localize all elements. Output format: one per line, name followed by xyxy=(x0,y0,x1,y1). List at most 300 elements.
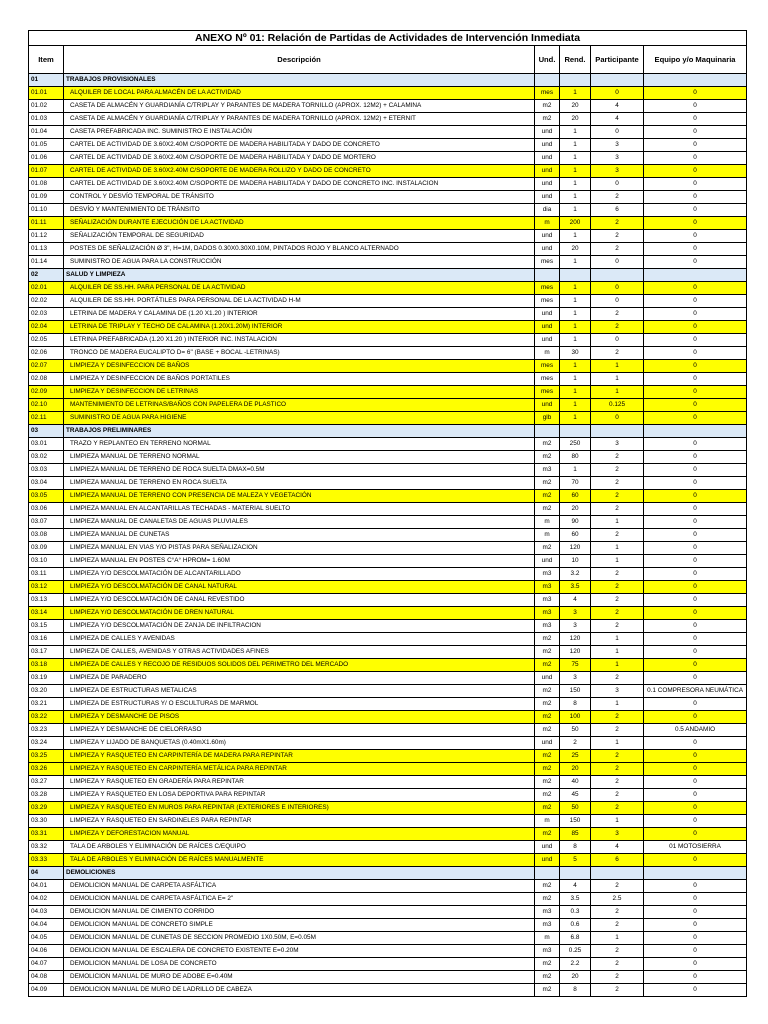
table-row xyxy=(29,841,747,854)
cell-rend: 1 xyxy=(560,334,591,347)
cell-descripcion: LIMPIEZA MANUAL DE CUNETAS xyxy=(64,529,535,542)
cell-item: 01.10 xyxy=(29,204,64,217)
cell-descripcion: LIMPIEZA DE PARADERO xyxy=(64,672,535,685)
cell-equipo: 0 xyxy=(644,854,747,867)
cell-descripcion: DEMOLICIONES xyxy=(64,867,535,880)
cell-participante: 2 xyxy=(591,711,644,724)
cell-und: m2 xyxy=(535,711,560,724)
cell-equipo: 0 xyxy=(644,386,747,399)
cell-participante: 2 xyxy=(591,308,644,321)
cell-participante: 1 xyxy=(591,646,644,659)
cell-und: und xyxy=(535,126,560,139)
cell-equipo: 0 xyxy=(644,737,747,750)
cell-descripcion: TALA DE ARBOLES Y ELIMINACIÓN DE RAÍCES MANUALMENTE xyxy=(64,854,535,867)
cell-rend: 1 xyxy=(560,321,591,334)
cell-descripcion: CARTEL DE ACTIVIDAD DE 3.60X2.40M C/SOPORTE DE MADERA ROLLIZO Y DADO DE CONCRETO xyxy=(64,165,535,178)
cell-rend: 4 xyxy=(560,880,591,893)
cell-participante: 2 xyxy=(591,971,644,984)
cell-equipo: 0 xyxy=(644,113,747,126)
cell-rend: 3.2 xyxy=(560,568,591,581)
cell-rend: 120 xyxy=(560,646,591,659)
cell-item: 04.06 xyxy=(29,945,64,958)
cell-item: 02.08 xyxy=(29,373,64,386)
cell-descripcion: TRABAJOS PRELIMINARES xyxy=(64,425,535,438)
cell-participante: 0 xyxy=(591,282,644,295)
cell-descripcion: LIMPIEZA MANUAL EN VIAS Y/O PISTAS PARA SEÑALIZACION xyxy=(64,542,535,555)
cell-und: m2 xyxy=(535,802,560,815)
cell-und: m3 xyxy=(535,919,560,932)
cell-und: und xyxy=(535,230,560,243)
cell-descripcion: LIMPIEZA DE CALLES Y AVENIDAS xyxy=(64,633,535,646)
cell-rend: 1 xyxy=(560,282,591,295)
cell-item: 01.01 xyxy=(29,87,64,100)
table-row xyxy=(29,373,747,386)
table-row xyxy=(29,633,747,646)
cell-descripcion: LIMPIEZA Y RASQUETEO EN LOSA DEPORTIVA PARA REPINTAR xyxy=(64,789,535,802)
cell-und: m3 xyxy=(535,906,560,919)
cell-participante: 1 xyxy=(591,737,644,750)
cell-item: 04.09 xyxy=(29,984,64,997)
cell-descripcion: LIMPIEZA Y DESMANCHE DE CIELORRASO xyxy=(64,724,535,737)
cell-descripcion: POSTES DE SEÑALIZACIÓN Ø 3", H=1M, DADOS 0.30X0.30X0.10M, PINTADOS ROJO Y BLANCO ALTERNADO xyxy=(64,243,535,256)
cell-equipo: 0 xyxy=(644,646,747,659)
cell-equipo: 0 xyxy=(644,815,747,828)
cell-und: m3 xyxy=(535,464,560,477)
cell-participante: 2 xyxy=(591,594,644,607)
table-row xyxy=(29,308,747,321)
cell-equipo: 0 xyxy=(644,529,747,542)
cell-rend: 80 xyxy=(560,451,591,464)
cell-und: und xyxy=(535,191,560,204)
cell-rend: 1 xyxy=(560,191,591,204)
title-row xyxy=(29,31,747,46)
table-row xyxy=(29,958,747,971)
cell-equipo: 0 xyxy=(644,490,747,503)
cell-descripcion: LIMPIEZA MANUAL DE TERRENO CON PRESENCIA DE MALEZA Y VEGETACIÓN xyxy=(64,490,535,503)
cell-descripcion: LETRINA DE MADERA Y CALAMINA DE (1.20 X1.20 ) INTERIOR xyxy=(64,308,535,321)
cell-equipo xyxy=(644,269,747,282)
table-row xyxy=(29,919,747,932)
cell-item: 01 xyxy=(29,74,64,87)
table-row xyxy=(29,464,747,477)
cell-und xyxy=(535,867,560,880)
cell-participante: 0 xyxy=(591,126,644,139)
cell-descripcion: DEMOLICION MANUAL DE MURO DE LADRILLO DE CABEZA xyxy=(64,984,535,997)
table-row xyxy=(29,347,747,360)
cell-equipo: 0 xyxy=(644,373,747,386)
cell-und: und xyxy=(535,308,560,321)
cell-participante: 3 xyxy=(591,828,644,841)
cell-und: m xyxy=(535,347,560,360)
cell-item: 01.13 xyxy=(29,243,64,256)
cell-equipo: 0 xyxy=(644,633,747,646)
cell-participante: 2 xyxy=(591,217,644,230)
cell-participante: 6 xyxy=(591,204,644,217)
cell-equipo: 0 xyxy=(644,139,747,152)
cell-equipo: 0 xyxy=(644,581,747,594)
cell-participante: 3 xyxy=(591,438,644,451)
cell-participante: 2 xyxy=(591,763,644,776)
cell-equipo: 0 xyxy=(644,308,747,321)
table-row xyxy=(29,620,747,633)
header-und: Und. xyxy=(535,46,560,74)
cell-equipo: 0 xyxy=(644,451,747,464)
cell-participante: 1 xyxy=(591,659,644,672)
header-equipo: Equipo y/o Maquinaria xyxy=(644,46,747,74)
cell-item: 03.09 xyxy=(29,542,64,555)
cell-item: 03.27 xyxy=(29,776,64,789)
cell-descripcion: TRAZO Y REPLANTEO EN TERRENO NORMAL xyxy=(64,438,535,451)
cell-participante: 0 xyxy=(591,87,644,100)
cell-rend: 120 xyxy=(560,633,591,646)
cell-rend: 100 xyxy=(560,711,591,724)
cell-item: 02.07 xyxy=(29,360,64,373)
cell-participante: 2 xyxy=(591,568,644,581)
table-row xyxy=(29,282,747,295)
cell-item: 04.04 xyxy=(29,919,64,932)
cell-equipo xyxy=(644,867,747,880)
cell-participante: 1 xyxy=(591,932,644,945)
cell-descripcion: LIMPIEZA Y DESMANCHE DE PISOS xyxy=(64,711,535,724)
cell-item: 04.05 xyxy=(29,932,64,945)
cell-participante: 2 xyxy=(591,230,644,243)
header-participante: Participante xyxy=(591,46,644,74)
cell-descripcion: DEMOLICION MANUAL DE LOSA DE CONCRETO xyxy=(64,958,535,971)
cell-item: 03.13 xyxy=(29,594,64,607)
cell-und: m2 xyxy=(535,984,560,997)
cell-item: 03.06 xyxy=(29,503,64,516)
cell-equipo: 0 xyxy=(644,971,747,984)
cell-item: 04.01 xyxy=(29,880,64,893)
cell-rend: 3 xyxy=(560,620,591,633)
cell-equipo: 0 xyxy=(644,295,747,308)
cell-descripcion: CASETA PREFABRICADA INC. SUMINISTRO E INSTALACIÓN xyxy=(64,126,535,139)
table-row xyxy=(29,490,747,503)
cell-und: m3 xyxy=(535,568,560,581)
cell-equipo: 0 xyxy=(644,802,747,815)
cell-item: 03.03 xyxy=(29,464,64,477)
cell-und: dia xyxy=(535,204,560,217)
cell-equipo: 0 xyxy=(644,568,747,581)
cell-rend: 1 xyxy=(560,230,591,243)
table-row xyxy=(29,191,747,204)
cell-descripcion: CARTEL DE ACTIVIDAD DE 3.60X2.40M C/SOPORTE DE MADERA HABILITADA Y DADO DE MORTERO xyxy=(64,152,535,165)
cell-equipo: 0 xyxy=(644,659,747,672)
cell-rend: 1 xyxy=(560,386,591,399)
table-row xyxy=(29,126,747,139)
cell-rend xyxy=(560,425,591,438)
cell-equipo: 0 xyxy=(644,334,747,347)
cell-rend xyxy=(560,867,591,880)
cell-und: m2 xyxy=(535,503,560,516)
table-row xyxy=(29,737,747,750)
cell-und: mes xyxy=(535,373,560,386)
cell-und: und xyxy=(535,165,560,178)
cell-participante xyxy=(591,74,644,87)
cell-participante: 4 xyxy=(591,841,644,854)
cell-rend: 25 xyxy=(560,750,591,763)
cell-participante: 2 xyxy=(591,724,644,737)
table-row xyxy=(29,776,747,789)
cell-descripcion: ALQUILER DE LOCAL PARA ALMACÉN DE LA ACTIVIDAD xyxy=(64,87,535,100)
cell-und: m2 xyxy=(535,633,560,646)
table-row xyxy=(29,87,747,100)
cell-und xyxy=(535,425,560,438)
cell-und: m2 xyxy=(535,113,560,126)
cell-item: 04 xyxy=(29,867,64,880)
cell-descripcion: CASETA DE ALMACÉN Y GUARDIANÍA C/TRIPLAY Y PARANTES DE MADERA TORNILLO (APROX. 12M2) + CALAMINA xyxy=(64,100,535,113)
cell-participante: 1 xyxy=(591,360,644,373)
cell-rend: 40 xyxy=(560,776,591,789)
cell-participante: 0 xyxy=(591,256,644,269)
cell-equipo: 0 xyxy=(644,711,747,724)
cell-und: und xyxy=(535,139,560,152)
cell-equipo: 0 xyxy=(644,191,747,204)
cell-descripcion: CASETA DE ALMACÉN Y GUARDIANÍA C/TRIPLAY Y PARANTES DE MADERA TORNILLO (APROX. 12M2) + ETERNIT xyxy=(64,113,535,126)
table-row xyxy=(29,906,747,919)
cell-und: mes xyxy=(535,256,560,269)
table-row xyxy=(29,711,747,724)
cell-participante: 2 xyxy=(591,347,644,360)
cell-descripcion: LIMPIEZA Y DEFORESTACION MANUAL xyxy=(64,828,535,841)
cell-item: 02 xyxy=(29,269,64,282)
cell-participante: 1 xyxy=(591,555,644,568)
cell-rend: 30 xyxy=(560,347,591,360)
cell-equipo: 0 xyxy=(644,620,747,633)
cell-descripcion: DEMOLICION MANUAL DE CIMIENTO CORRIDO xyxy=(64,906,535,919)
cell-rend: 2 xyxy=(560,737,591,750)
cell-participante: 3 xyxy=(591,139,644,152)
section-row xyxy=(29,867,747,880)
cell-rend: 1 xyxy=(560,412,591,425)
cell-participante: 2 xyxy=(591,477,644,490)
cell-und: und xyxy=(535,399,560,412)
table-row xyxy=(29,685,747,698)
cell-rend: 1 xyxy=(560,295,591,308)
cell-item: 03.15 xyxy=(29,620,64,633)
table-row xyxy=(29,256,747,269)
cell-descripcion: LIMPIEZA DE CALLES Y RECOJO DE RESIDUOS SOLIDOS DEL PERIMETRO DEL MERCADO xyxy=(64,659,535,672)
cell-participante: 2 xyxy=(591,984,644,997)
cell-und: glb xyxy=(535,412,560,425)
table-row xyxy=(29,763,747,776)
cell-rend: 120 xyxy=(560,542,591,555)
table-row xyxy=(29,646,747,659)
cell-rend: 150 xyxy=(560,815,591,828)
cell-descripcion: CARTEL DE ACTIVIDAD DE 3.60X2.40M C/SOPORTE DE MADERA HABILITADA Y DADO DE CONCRETO xyxy=(64,139,535,152)
table-row xyxy=(29,802,747,815)
table-row xyxy=(29,542,747,555)
cell-descripcion: DEMOLICION MANUAL DE CONCRETO SIMPLE xyxy=(64,919,535,932)
cell-item: 03.24 xyxy=(29,737,64,750)
cell-descripcion: DEMOLICION MANUAL DE ESCALERA DE CONCRETO EXISTENTE E=0.20M xyxy=(64,945,535,958)
cell-und: und xyxy=(535,152,560,165)
cell-und: m2 xyxy=(535,828,560,841)
cell-descripcion: LIMPIEZA Y RASQUETEO EN SARDINELES PARA REPINTAR xyxy=(64,815,535,828)
partidas-table xyxy=(28,30,747,997)
cell-rend: 60 xyxy=(560,490,591,503)
cell-item: 03.30 xyxy=(29,815,64,828)
cell-rend: 85 xyxy=(560,828,591,841)
cell-participante: 3 xyxy=(591,685,644,698)
cell-equipo xyxy=(644,425,747,438)
cell-und: m xyxy=(535,815,560,828)
cell-item: 01.12 xyxy=(29,230,64,243)
cell-descripcion: CARTEL DE ACTIVIDAD DE 3.60X2.40M C/SOPORTE DE MADERA HABILITADA Y DADO DE CONCRETO INC. INSTALACION xyxy=(64,178,535,191)
cell-rend: 20 xyxy=(560,971,591,984)
cell-equipo: 0 xyxy=(644,919,747,932)
cell-descripcion: LIMPIEZA DE ESTRUCTURAS Y/ O ESCULTURAS DE MARMOL xyxy=(64,698,535,711)
cell-rend: 20 xyxy=(560,100,591,113)
table-row xyxy=(29,893,747,906)
cell-descripcion: MANTENIMIENTO DE LETRINAS/BAÑOS CON PAPELERA DE PLASTICO xyxy=(64,399,535,412)
cell-descripcion: TRONCO DE MADERA EUCALIPTO D= 6" (BASE + BOCAL -LETRINAS) xyxy=(64,347,535,360)
cell-item: 02.06 xyxy=(29,347,64,360)
cell-participante: 3 xyxy=(591,152,644,165)
cell-descripcion: DEMOLICION MANUAL DE MURO DE ADOBE E=0.40M xyxy=(64,971,535,984)
cell-equipo: 0 xyxy=(644,542,747,555)
cell-rend xyxy=(560,269,591,282)
cell-rend: 45 xyxy=(560,789,591,802)
table-row xyxy=(29,204,747,217)
cell-item: 02.03 xyxy=(29,308,64,321)
cell-rend: 60 xyxy=(560,529,591,542)
cell-descripcion: LIMPIEZA MANUAL DE TERRENO EN ROCA SUELTA xyxy=(64,477,535,490)
cell-item: 02.09 xyxy=(29,386,64,399)
cell-rend: 90 xyxy=(560,516,591,529)
table-row xyxy=(29,568,747,581)
cell-participante: 2 xyxy=(591,776,644,789)
cell-participante: 0 xyxy=(591,412,644,425)
cell-rend: 1 xyxy=(560,139,591,152)
cell-item: 01.06 xyxy=(29,152,64,165)
cell-equipo: 0 xyxy=(644,763,747,776)
table-row xyxy=(29,295,747,308)
cell-item: 03.01 xyxy=(29,438,64,451)
table-row xyxy=(29,386,747,399)
cell-item: 03.21 xyxy=(29,698,64,711)
table-row xyxy=(29,178,747,191)
cell-und: und xyxy=(535,555,560,568)
table-row xyxy=(29,789,747,802)
cell-rend: 1 xyxy=(560,399,591,412)
cell-descripcion: LIMPIEZA Y RASQUETEO EN GRADERÍA PARA REPINTAR xyxy=(64,776,535,789)
cell-descripcion: DEMOLICION MANUAL DE CARPETA ASFÁLTICA xyxy=(64,880,535,893)
cell-equipo: 0 xyxy=(644,204,747,217)
cell-participante: 2 xyxy=(591,880,644,893)
cell-rend: 1 xyxy=(560,126,591,139)
table-row xyxy=(29,113,747,126)
table-row xyxy=(29,438,747,451)
cell-equipo: 0 xyxy=(644,984,747,997)
cell-und: m3 xyxy=(535,581,560,594)
cell-item: 04.02 xyxy=(29,893,64,906)
cell-equipo: 0 xyxy=(644,282,747,295)
cell-participante: 2 xyxy=(591,750,644,763)
cell-und: m2 xyxy=(535,100,560,113)
cell-participante xyxy=(591,425,644,438)
cell-und: und xyxy=(535,334,560,347)
cell-equipo: 0 xyxy=(644,672,747,685)
table-row xyxy=(29,139,747,152)
cell-equipo: 0 xyxy=(644,477,747,490)
cell-participante: 3 xyxy=(591,165,644,178)
cell-item: 01.14 xyxy=(29,256,64,269)
cell-descripcion: SUMINISTRO DE AGUA PARA LA CONSTRUCCIÓN xyxy=(64,256,535,269)
cell-equipo: 0 xyxy=(644,464,747,477)
cell-participante xyxy=(591,269,644,282)
cell-rend: 1 xyxy=(560,204,591,217)
cell-participante: 2 xyxy=(591,620,644,633)
cell-descripcion: DESVÍO Y MANTENIMIENTO DE TRÁNSITO xyxy=(64,204,535,217)
cell-equipo: 0 xyxy=(644,347,747,360)
cell-equipo: 0 xyxy=(644,243,747,256)
cell-rend: 1 xyxy=(560,360,591,373)
cell-participante: 2 xyxy=(591,919,644,932)
cell-und: und xyxy=(535,854,560,867)
table-row xyxy=(29,412,747,425)
cell-item: 03.33 xyxy=(29,854,64,867)
cell-participante: 4 xyxy=(591,113,644,126)
cell-descripcion: LIMPIEZA Y RASQUETEO EN CARPINTERÍA METÁLICA PARA REPINTAR xyxy=(64,763,535,776)
cell-participante: 2.5 xyxy=(591,893,644,906)
cell-rend: 3.5 xyxy=(560,893,591,906)
cell-participante: 2 xyxy=(591,672,644,685)
cell-und: und xyxy=(535,243,560,256)
cell-item: 03.26 xyxy=(29,763,64,776)
cell-descripcion: LIMPIEZA Y/O DESCOLMATACIÓN DE ALCANTARILLADO xyxy=(64,568,535,581)
cell-descripcion: LIMPIEZA MANUAL EN POSTES C°A° HPROM= 1.60M xyxy=(64,555,535,568)
cell-participante: 2 xyxy=(591,958,644,971)
cell-participante: 1 xyxy=(591,386,644,399)
cell-item: 02.02 xyxy=(29,295,64,308)
table-row xyxy=(29,932,747,945)
cell-item: 03.10 xyxy=(29,555,64,568)
cell-participante: 4 xyxy=(591,100,644,113)
cell-equipo: 0 xyxy=(644,256,747,269)
cell-und: mes xyxy=(535,295,560,308)
cell-participante: 2 xyxy=(591,529,644,542)
table-row xyxy=(29,724,747,737)
cell-participante: 2 xyxy=(591,321,644,334)
table-row xyxy=(29,971,747,984)
cell-item: 01.09 xyxy=(29,191,64,204)
cell-und: m2 xyxy=(535,490,560,503)
cell-descripcion: DEMOLICION MANUAL DE CARPETA ASFÁLTICA E= 2" xyxy=(64,893,535,906)
cell-und: und xyxy=(535,672,560,685)
cell-und: mes xyxy=(535,360,560,373)
cell-rend: 1 xyxy=(560,256,591,269)
cell-descripcion: LIMPIEZA Y RASQUETEO EN MUROS PARA REPINTAR (EXTERIORES E INTERIORES) xyxy=(64,802,535,815)
cell-item: 03.12 xyxy=(29,581,64,594)
cell-descripcion: TALA DE ARBOLES Y ELIMINACIÓN DE RAÍCES C/EQUIPO xyxy=(64,841,535,854)
cell-und: m2 xyxy=(535,646,560,659)
cell-item: 03.18 xyxy=(29,659,64,672)
table-row xyxy=(29,100,747,113)
cell-item: 04.03 xyxy=(29,906,64,919)
cell-rend: 20 xyxy=(560,113,591,126)
cell-descripcion: SEÑALIZACIÓN TEMPORAL DE SEGURIDAD xyxy=(64,230,535,243)
cell-equipo: 0 xyxy=(644,607,747,620)
header-row xyxy=(29,46,747,74)
cell-item: 02.11 xyxy=(29,412,64,425)
cell-equipo: 0 xyxy=(644,399,747,412)
table-row xyxy=(29,503,747,516)
table-row xyxy=(29,698,747,711)
cell-descripcion: LIMPIEZA DE ESTRUCTURAS METALICAS xyxy=(64,685,535,698)
cell-rend xyxy=(560,74,591,87)
cell-equipo: 0 xyxy=(644,880,747,893)
